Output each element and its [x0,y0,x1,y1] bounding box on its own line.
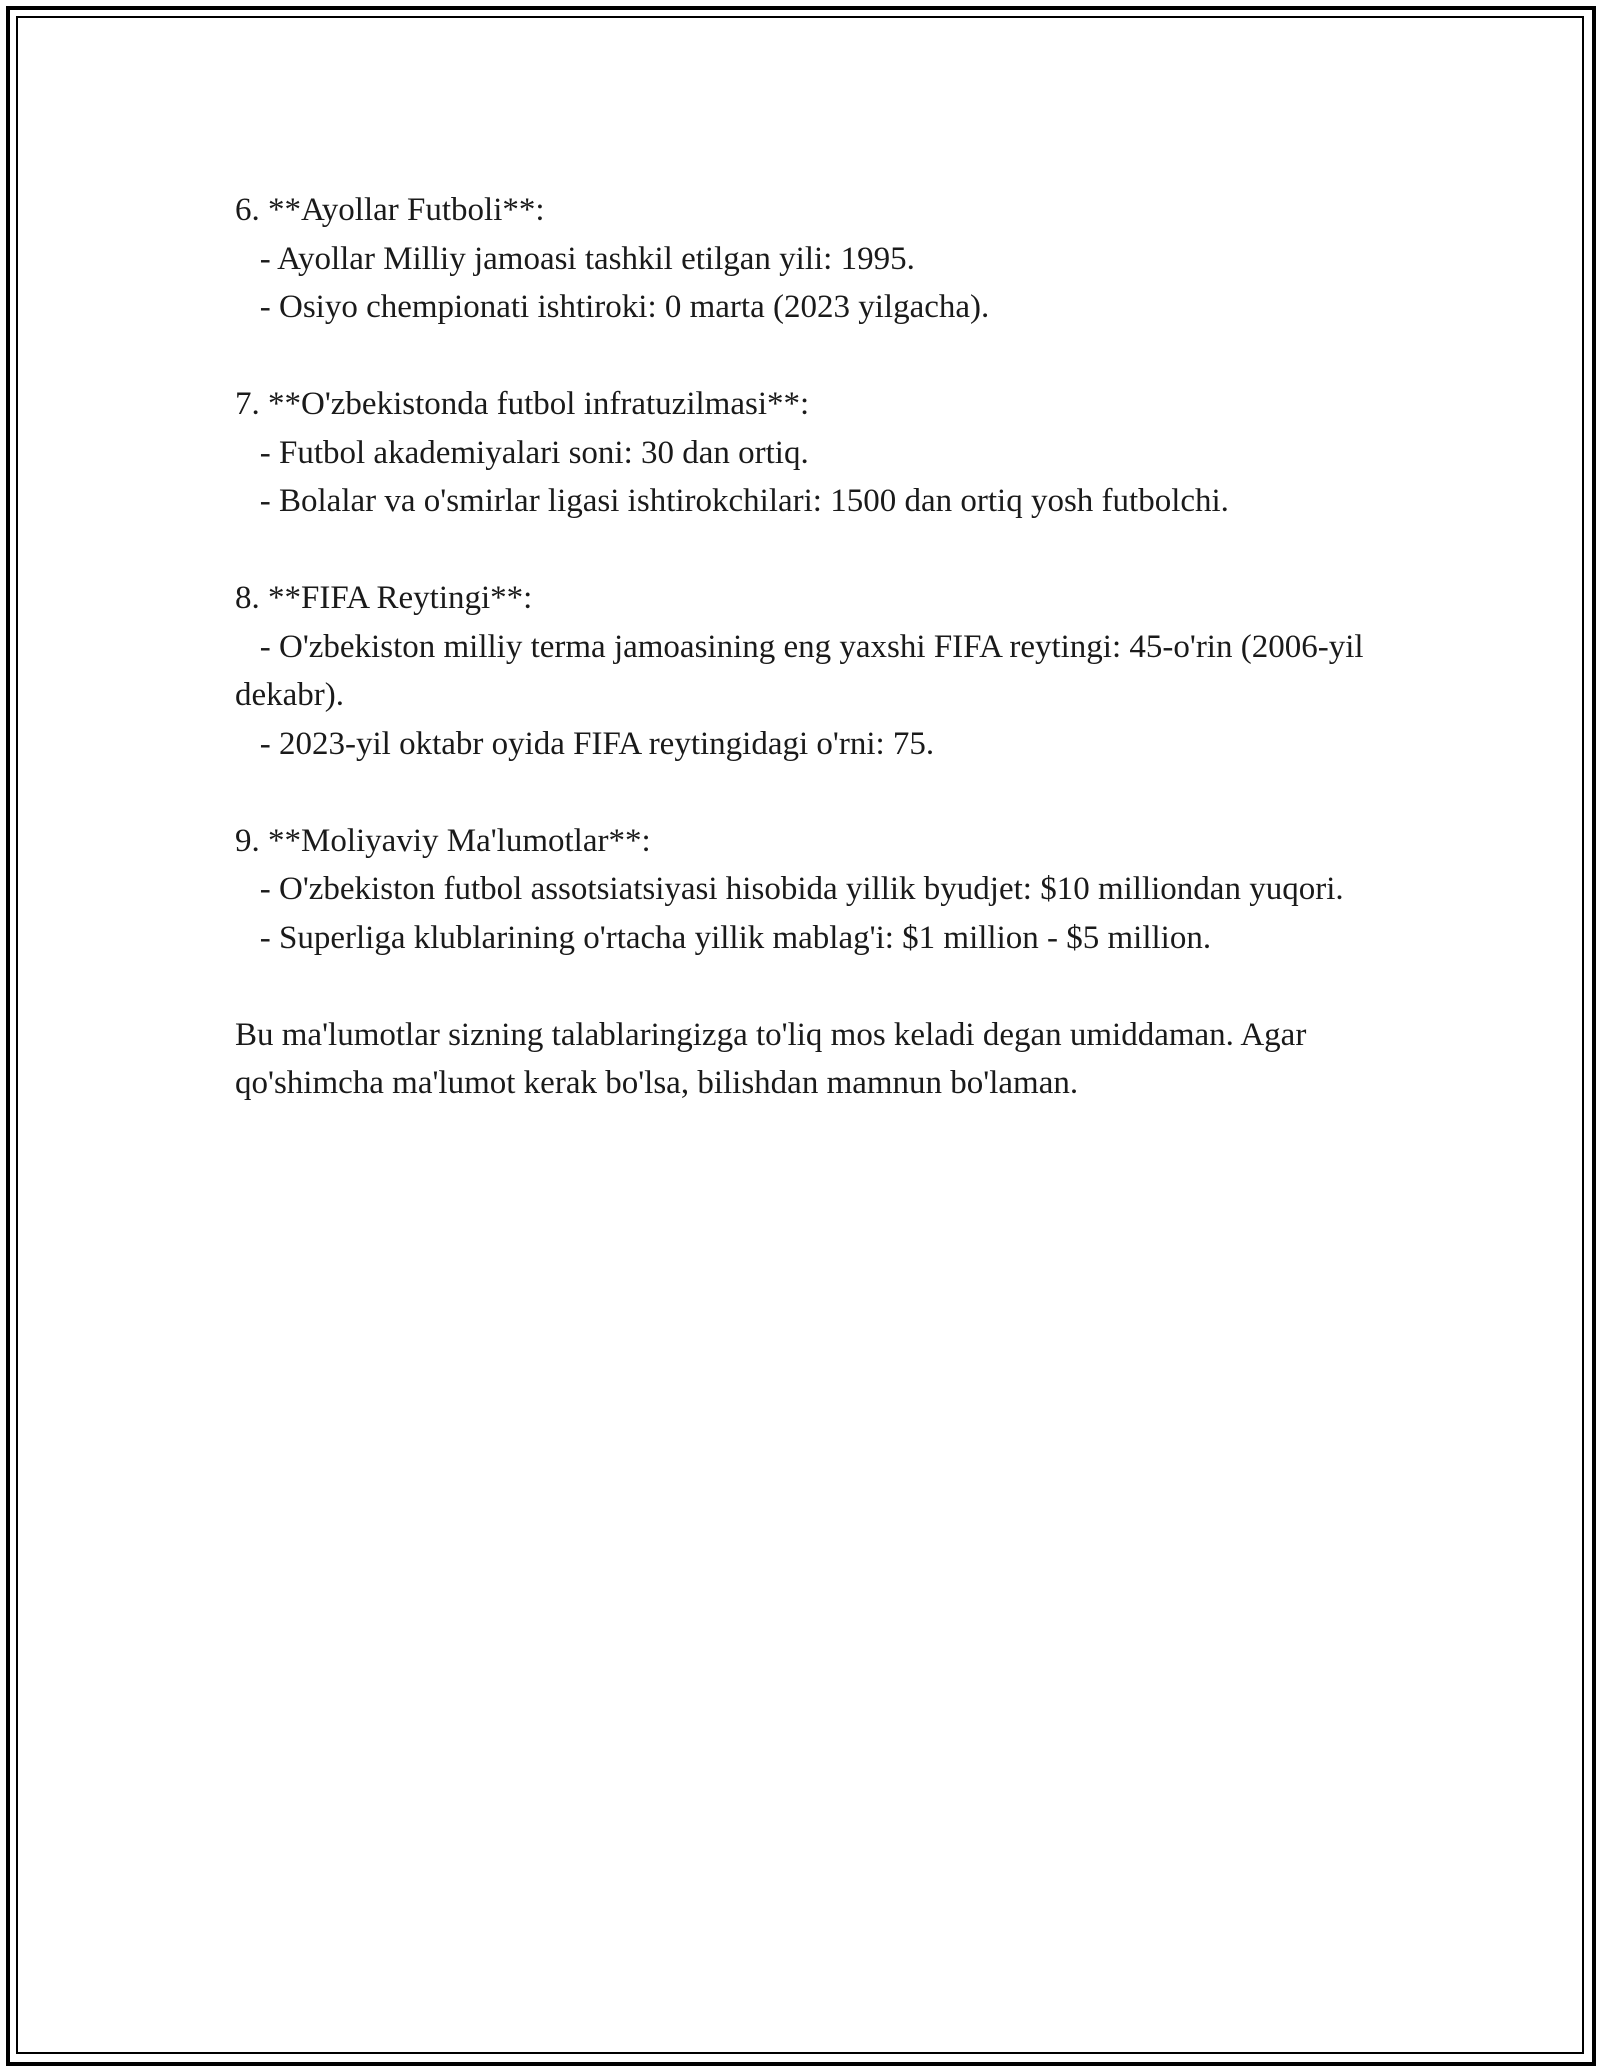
list-item: - Superliga klublarining o'rtacha yillik mablag'i: $1 million - $5 million. [259,919,1212,956]
list-item: - 2023-yil oktabr oyida FIFA reytingidagi o'rni: 75. [259,725,935,762]
list-item: - Bolalar va o'smirlar ligasi ishtirokchilari: 1500 dan ortiq yosh futbolchi. [259,483,1229,519]
list-item: - O'zbekiston milliy terma jamoasining eng yaxshi FIFA reytingi: 45-o'rin (2006-yil dekabr). [235,628,1372,713]
section-moliyaviy-malumotlar [235,817,1395,963]
section-futbol-infratuzilmasi [235,380,1395,526]
section-heading: 9. **Moliyaviy Ma'lumotlar**: [235,822,651,859]
list-item: - Osiyo chempionati ishtiroki: 0 marta (2023 yilgacha). [259,289,990,325]
section-heading: 7. **O'zbekistonda futbol infratuzilmasi**: [235,386,810,422]
section-fifa-reytingi [235,574,1395,768]
section-heading: 8. **FIFA Reytingi**: [235,580,533,616]
list-item: - Ayollar Milliy jamoasi tashkil etilgan yili: 1995. [259,240,915,277]
section-ayollar-futboli [235,186,1395,332]
section-heading: 6. **Ayollar Futboli**: [235,192,545,228]
list-item: - Futbol akademiyalari soni: 30 dan ortiq. [259,434,809,471]
document-body [235,186,1395,1156]
list-item: - O'zbekiston futbol assotsiatsiyasi hisobida yillik byudjet: $10 milliondan yuqori. [259,871,1344,907]
closing-paragraph-block [235,1011,1395,1108]
closing-paragraph: Bu ma'lumotlar sizning talablaringizga to'liq mos keladi degan umiddaman. Agar qo'shimcha ma'lumot kerak bo'lsa, bilishdan mamnun bo'laman. [235,1016,1315,1101]
